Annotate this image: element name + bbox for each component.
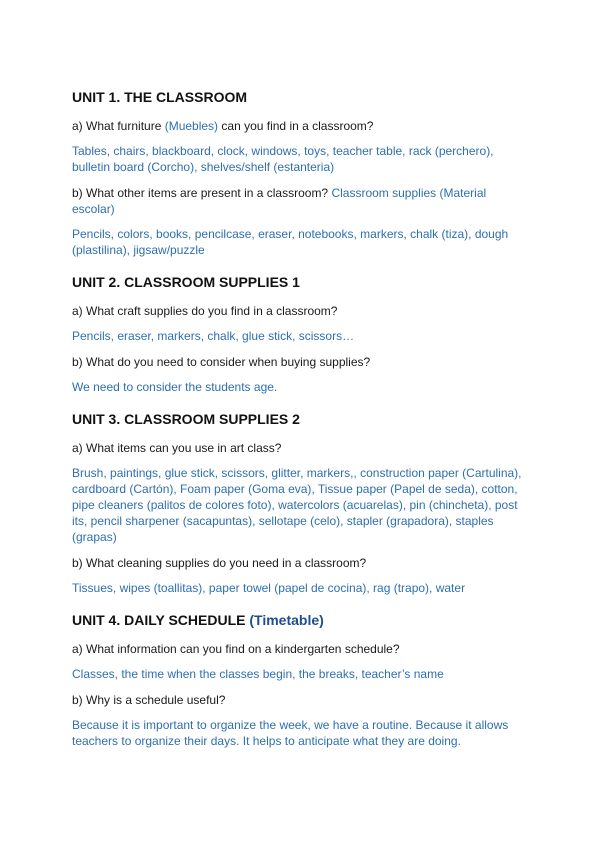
- unit-3: [72, 410, 530, 596]
- unit-1-question-a-accent: (Muebles): [164, 119, 219, 133]
- unit-4-title-accent: (Timetable): [249, 612, 324, 628]
- unit-3-title: UNIT 3. CLASSROOM SUPPLIES 2: [72, 411, 300, 427]
- unit-1-answer-b: Pencils, colors, books, pencilcase, eraser, notebooks, markers, chalk (tiza), dough (plastilina), jigsaw/puzzle: [72, 227, 509, 257]
- unit-3-question-a: a) What items can you use in art class?: [72, 441, 282, 455]
- unit-1-answer-a: Tables, chairs, blackboard, clock, windows, toys, teacher table, rack (perchero), bulletin board (Corcho), shelves/shelf (estanteria): [72, 144, 494, 174]
- unit-1-question-b-prefix: b) What other items are present in a classroom?: [72, 186, 332, 200]
- unit-4-question-b: b) Why is a schedule useful?: [72, 693, 226, 707]
- unit-1-question-a: [72, 118, 530, 134]
- unit-2-answer-a: Pencils, eraser, markers, chalk, glue stick, scissors…: [72, 329, 355, 343]
- unit-2: [72, 273, 530, 395]
- unit-1-question-a-prefix: a) What furniture: [72, 119, 165, 133]
- unit-4-answer-b: Because it is important to organize the week, we have a routine. Because it allows teachers to organize their days. It helps to anticipate what they are doing.: [72, 718, 509, 748]
- unit-1-question-b-accent: Classroom supplies (Material escolar): [72, 186, 487, 216]
- unit-1: [72, 88, 530, 258]
- unit-1-question-a-suffix: can you find in a classroom?: [218, 119, 374, 133]
- unit-4-title: [72, 611, 530, 629]
- unit-3-answer-a: Brush, paintings, glue stick, scissors, glitter, markers,, construction paper (Cartulina), cardboard (Cartón), Foam paper (Goma eva), Tissue paper (Papel de seda), cotton, pipe cleaners (palitos de colores foto), watercolors (acuarelas), pin (chincheta), post its, pencil sharpener (sacapuntas), sellotape (celo), stapler (grapadora), staples (grapas): [72, 466, 522, 544]
- unit-4-answer-a: Classes, the time when the classes begin, the breaks, teacher’s name: [72, 667, 444, 681]
- unit-2-title: UNIT 2. CLASSROOM SUPPLIES 1: [72, 274, 300, 290]
- unit-2-question-a: a) What craft supplies do you find in a classroom?: [72, 304, 338, 318]
- unit-1-title: UNIT 1. THE CLASSROOM: [72, 89, 248, 105]
- unit-1-question-b: [72, 185, 530, 217]
- unit-4-question-a: a) What information can you find on a kindergarten schedule?: [72, 642, 400, 656]
- unit-2-answer-b: We need to consider the students age.: [72, 380, 278, 394]
- unit-4: [72, 611, 530, 749]
- unit-4-title-main: UNIT 4. DAILY SCHEDULE: [72, 612, 250, 628]
- unit-2-question-b: b) What do you need to consider when buying supplies?: [72, 355, 371, 369]
- unit-3-answer-b: Tissues, wipes (toallitas), paper towel (papel de cocina), rag (trapo), water: [72, 581, 466, 595]
- unit-3-question-b: b) What cleaning supplies do you need in a classroom?: [72, 556, 367, 570]
